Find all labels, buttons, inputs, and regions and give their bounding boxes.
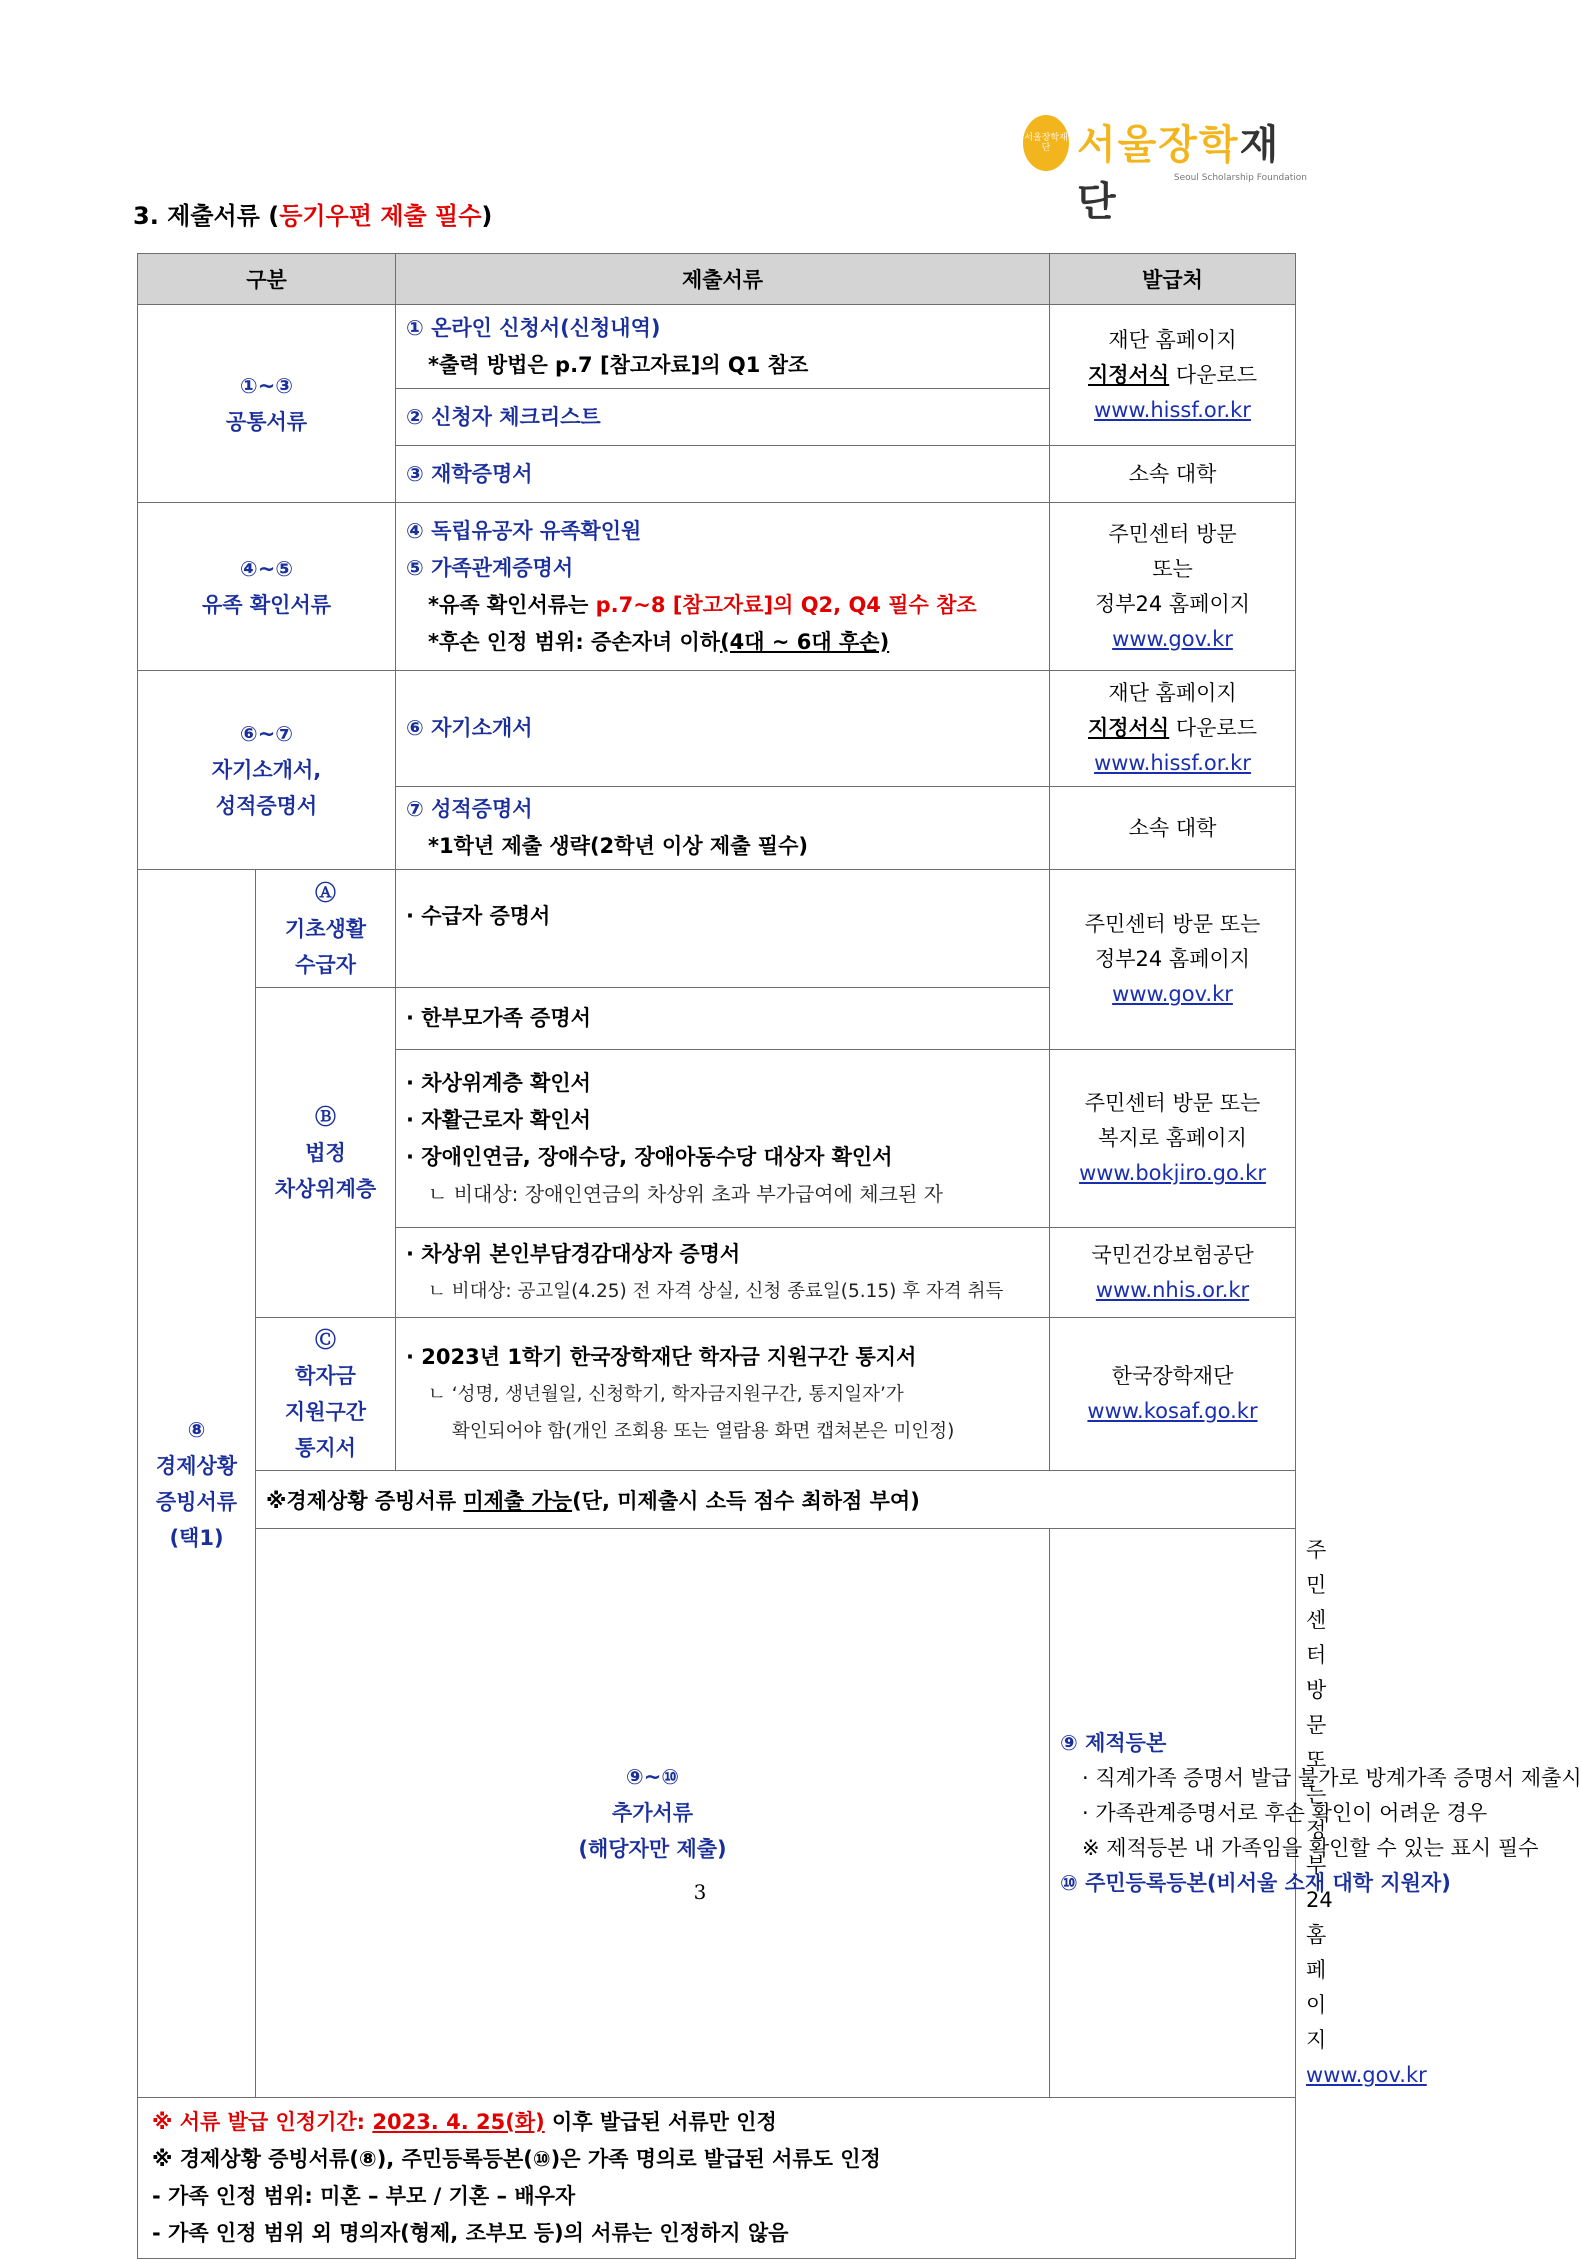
table-row bbox=[138, 305, 1296, 389]
foundation-logo bbox=[1023, 113, 1315, 225]
link-hissf-2[interactable]: www.hissf.or.kr bbox=[1094, 751, 1251, 775]
table-row bbox=[138, 870, 1296, 988]
issuer-nhis: 국민건강보험공단 www.nhis.or.kr bbox=[1050, 1228, 1296, 1318]
header-issuer: 발급처 bbox=[1050, 254, 1296, 305]
issuer-gov24-2: 주민센터 방문 또는 정부24 홈페이지 www.gov.kr bbox=[1050, 870, 1296, 1050]
doc-checklist: ② 신청자 체크리스트 bbox=[396, 389, 1050, 446]
link-kosaf[interactable]: www.kosaf.go.kr bbox=[1087, 1399, 1258, 1423]
issuer-university: 소속 대학 bbox=[1050, 446, 1296, 503]
doc-extra-documents: ⑨ 제적등본 · 직계가족 증명서 발급 불가로 방계가족 증명서 제출시 · 가족관계증명서로 후손 확인이 어려운 경우 ※ 제적등본 내 가족임을 확인할 수 있는 표시 필수 ⑩ 주민등록등본(비서울 소재 대학 지원자) bbox=[1050, 1529, 1296, 2098]
table-row bbox=[138, 671, 1296, 787]
subcategory-basic-livelihood: Ⓐ 기초생활 수급자 bbox=[256, 870, 396, 988]
logo-emblem: 서울장학재단 bbox=[1023, 115, 1069, 171]
logo-wordmark: 서울장학재단 bbox=[1077, 122, 1281, 225]
link-bokjiro[interactable]: www.bokjiro.go.kr bbox=[1079, 1161, 1266, 1185]
header-category: 구분 bbox=[138, 254, 396, 305]
doc-copay-reduction: · 차상위 본인부담경감대상자 증명서 ㄴ 비대상: 공고일(4.25) 전 자격 상실, 신청 종료일(5.15) 후 자격 취득 bbox=[396, 1228, 1050, 1318]
economic-note: ※경제상황 증빙서류 미제출 가능(단, 미제출시 소득 점수 최하점 부여) bbox=[256, 1471, 1296, 1529]
category-economic: ⑧ 경제상황 증빙서류 (택1) bbox=[138, 870, 256, 2098]
link-hissf[interactable]: www.hissf.or.kr bbox=[1094, 397, 1251, 422]
subcategory-near-poverty: Ⓑ 법정 차상위계층 bbox=[256, 988, 396, 1318]
note-family-exclusion: - 가족 인정 범위 외 명의자(형제, 조부모 등)의 서류는 인정하지 않음 bbox=[152, 2221, 789, 2245]
notes-block bbox=[138, 2098, 1296, 2259]
table-row: ⑨~⑩ 추가서류 (해당자만 제출) ⑨ 제적등본 · 직계가족 증명서 발급 불가로 방계가족 증명서 제출시 · 가족관계증명서로 후손 확인이 어려운 경우 ※ 제적등본 내 가족임을 확인할 수 있는 표시 필수 ⑩ 주민등록등본(비서울 소재 대학 지원자) 주민센터 방문 또는 정부24 홈페이지 www.gov.kr bbox=[138, 1529, 1296, 2098]
note-family-documents: ※ 경제상황 증빙서류(⑧), 주민등록등본(⑩)은 가족 명의로 발급된 서류도 인정 bbox=[152, 2147, 881, 2171]
doc-transcript: ⑦ 성적증명서 *1학년 제출 생략(2학년 이상 제출 필수) bbox=[396, 787, 1050, 870]
table-row bbox=[138, 1318, 1296, 1471]
page-number: 3 bbox=[693, 1880, 707, 1904]
category-extra: ⑨~⑩ 추가서류 (해당자만 제출) bbox=[256, 1529, 1050, 2098]
doc-near-poverty-set: · 차상위계층 확인서 · 자활근로자 확인서 · 장애인연금, 장애수당, 장애아동수당 대상자 확인서 ㄴ 비대상: 장애인연금의 차상위 초과 부가급여에 체크된 자 bbox=[396, 1050, 1050, 1228]
category-survivor: ④~⑤ 유족 확인서류 bbox=[138, 503, 396, 671]
issuer-kosaf: 한국장학재단 www.kosaf.go.kr bbox=[1050, 1318, 1296, 1471]
doc-single-parent: · 한부모가족 증명서 bbox=[396, 988, 1050, 1050]
link-gov-2[interactable]: www.gov.kr bbox=[1112, 982, 1233, 1006]
table-row bbox=[138, 1471, 1296, 1529]
table-header-row bbox=[138, 254, 1296, 305]
doc-tuition-bracket-notice: · 2023년 1학기 한국장학재단 학자금 지원구간 통지서 ㄴ ‘성명, 생년월일, 신청학기, 학자금지원구간, 통지일자’가 확인되어야 함(개인 조회용 또는 열람용 화면 캡쳐본은 미인정) bbox=[396, 1318, 1050, 1471]
issuer-university-2: 소속 대학 bbox=[1050, 787, 1296, 870]
documents-table bbox=[137, 253, 1582, 2259]
category-common: ①~③ 공통서류 bbox=[138, 305, 396, 503]
doc-enrollment-certificate: ③ 재학증명서 bbox=[396, 446, 1050, 503]
doc-recipient-certificate: · 수급자 증명서 bbox=[396, 870, 1050, 988]
doc-online-application: ① 온라인 신청서(신청내역) *출력 방법은 p.7 [참고자료]의 Q1 참조 bbox=[396, 305, 1050, 389]
header-documents: 제출서류 bbox=[396, 254, 1050, 305]
link-gov[interactable]: www.gov.kr bbox=[1112, 626, 1233, 651]
link-nhis[interactable]: www.nhis.or.kr bbox=[1095, 1277, 1250, 1302]
doc-survivor-documents: ④ 독립유공자 유족확인원 ⑤ 가족관계증명서 *유족 확인서류는 p.7~8 [참고자료]의 Q2, Q4 필수 참조 *후손 인정 범위: 증손자녀 이하(4대 ~ 6대 후손) bbox=[396, 503, 1050, 671]
table-row bbox=[138, 2098, 1296, 2259]
category-intro: ⑥~⑦ 자기소개서, 성적증명서 bbox=[138, 671, 396, 870]
table-row bbox=[138, 503, 1296, 671]
note-validity-period: ※ 서류 발급 인정기간: 2023. 4. 25(화) 이후 발급된 서류만 인정 bbox=[152, 2110, 777, 2134]
section-title: 3. 제출서류 (등기우편 제출 필수) bbox=[133, 202, 493, 230]
doc-self-introduction: ⑥ 자기소개서 bbox=[396, 671, 1050, 787]
issuer-bokjiro: 주민센터 방문 또는 복지로 홈페이지 www.bokjiro.go.kr bbox=[1050, 1050, 1296, 1228]
note-family-range: - 가족 인정 범위: 미혼 – 부모 / 기혼 – 배우자 bbox=[152, 2184, 576, 2208]
issuer-foundation-site: 재단 홈페이지 지정서식 다운로드 www.hissf.or.kr bbox=[1050, 305, 1296, 446]
issuer-foundation-site-2: 재단 홈페이지 지정서식 다운로드 www.hissf.or.kr bbox=[1050, 671, 1296, 787]
issuer-gov24: 주민센터 방문 또는 정부24 홈페이지 www.gov.kr bbox=[1050, 503, 1296, 671]
subcategory-tuition-bracket: Ⓒ 학자금 지원구간 통지서 bbox=[256, 1318, 396, 1471]
logo-subtitle: Seoul Scholarship Foundation bbox=[1173, 173, 1307, 183]
